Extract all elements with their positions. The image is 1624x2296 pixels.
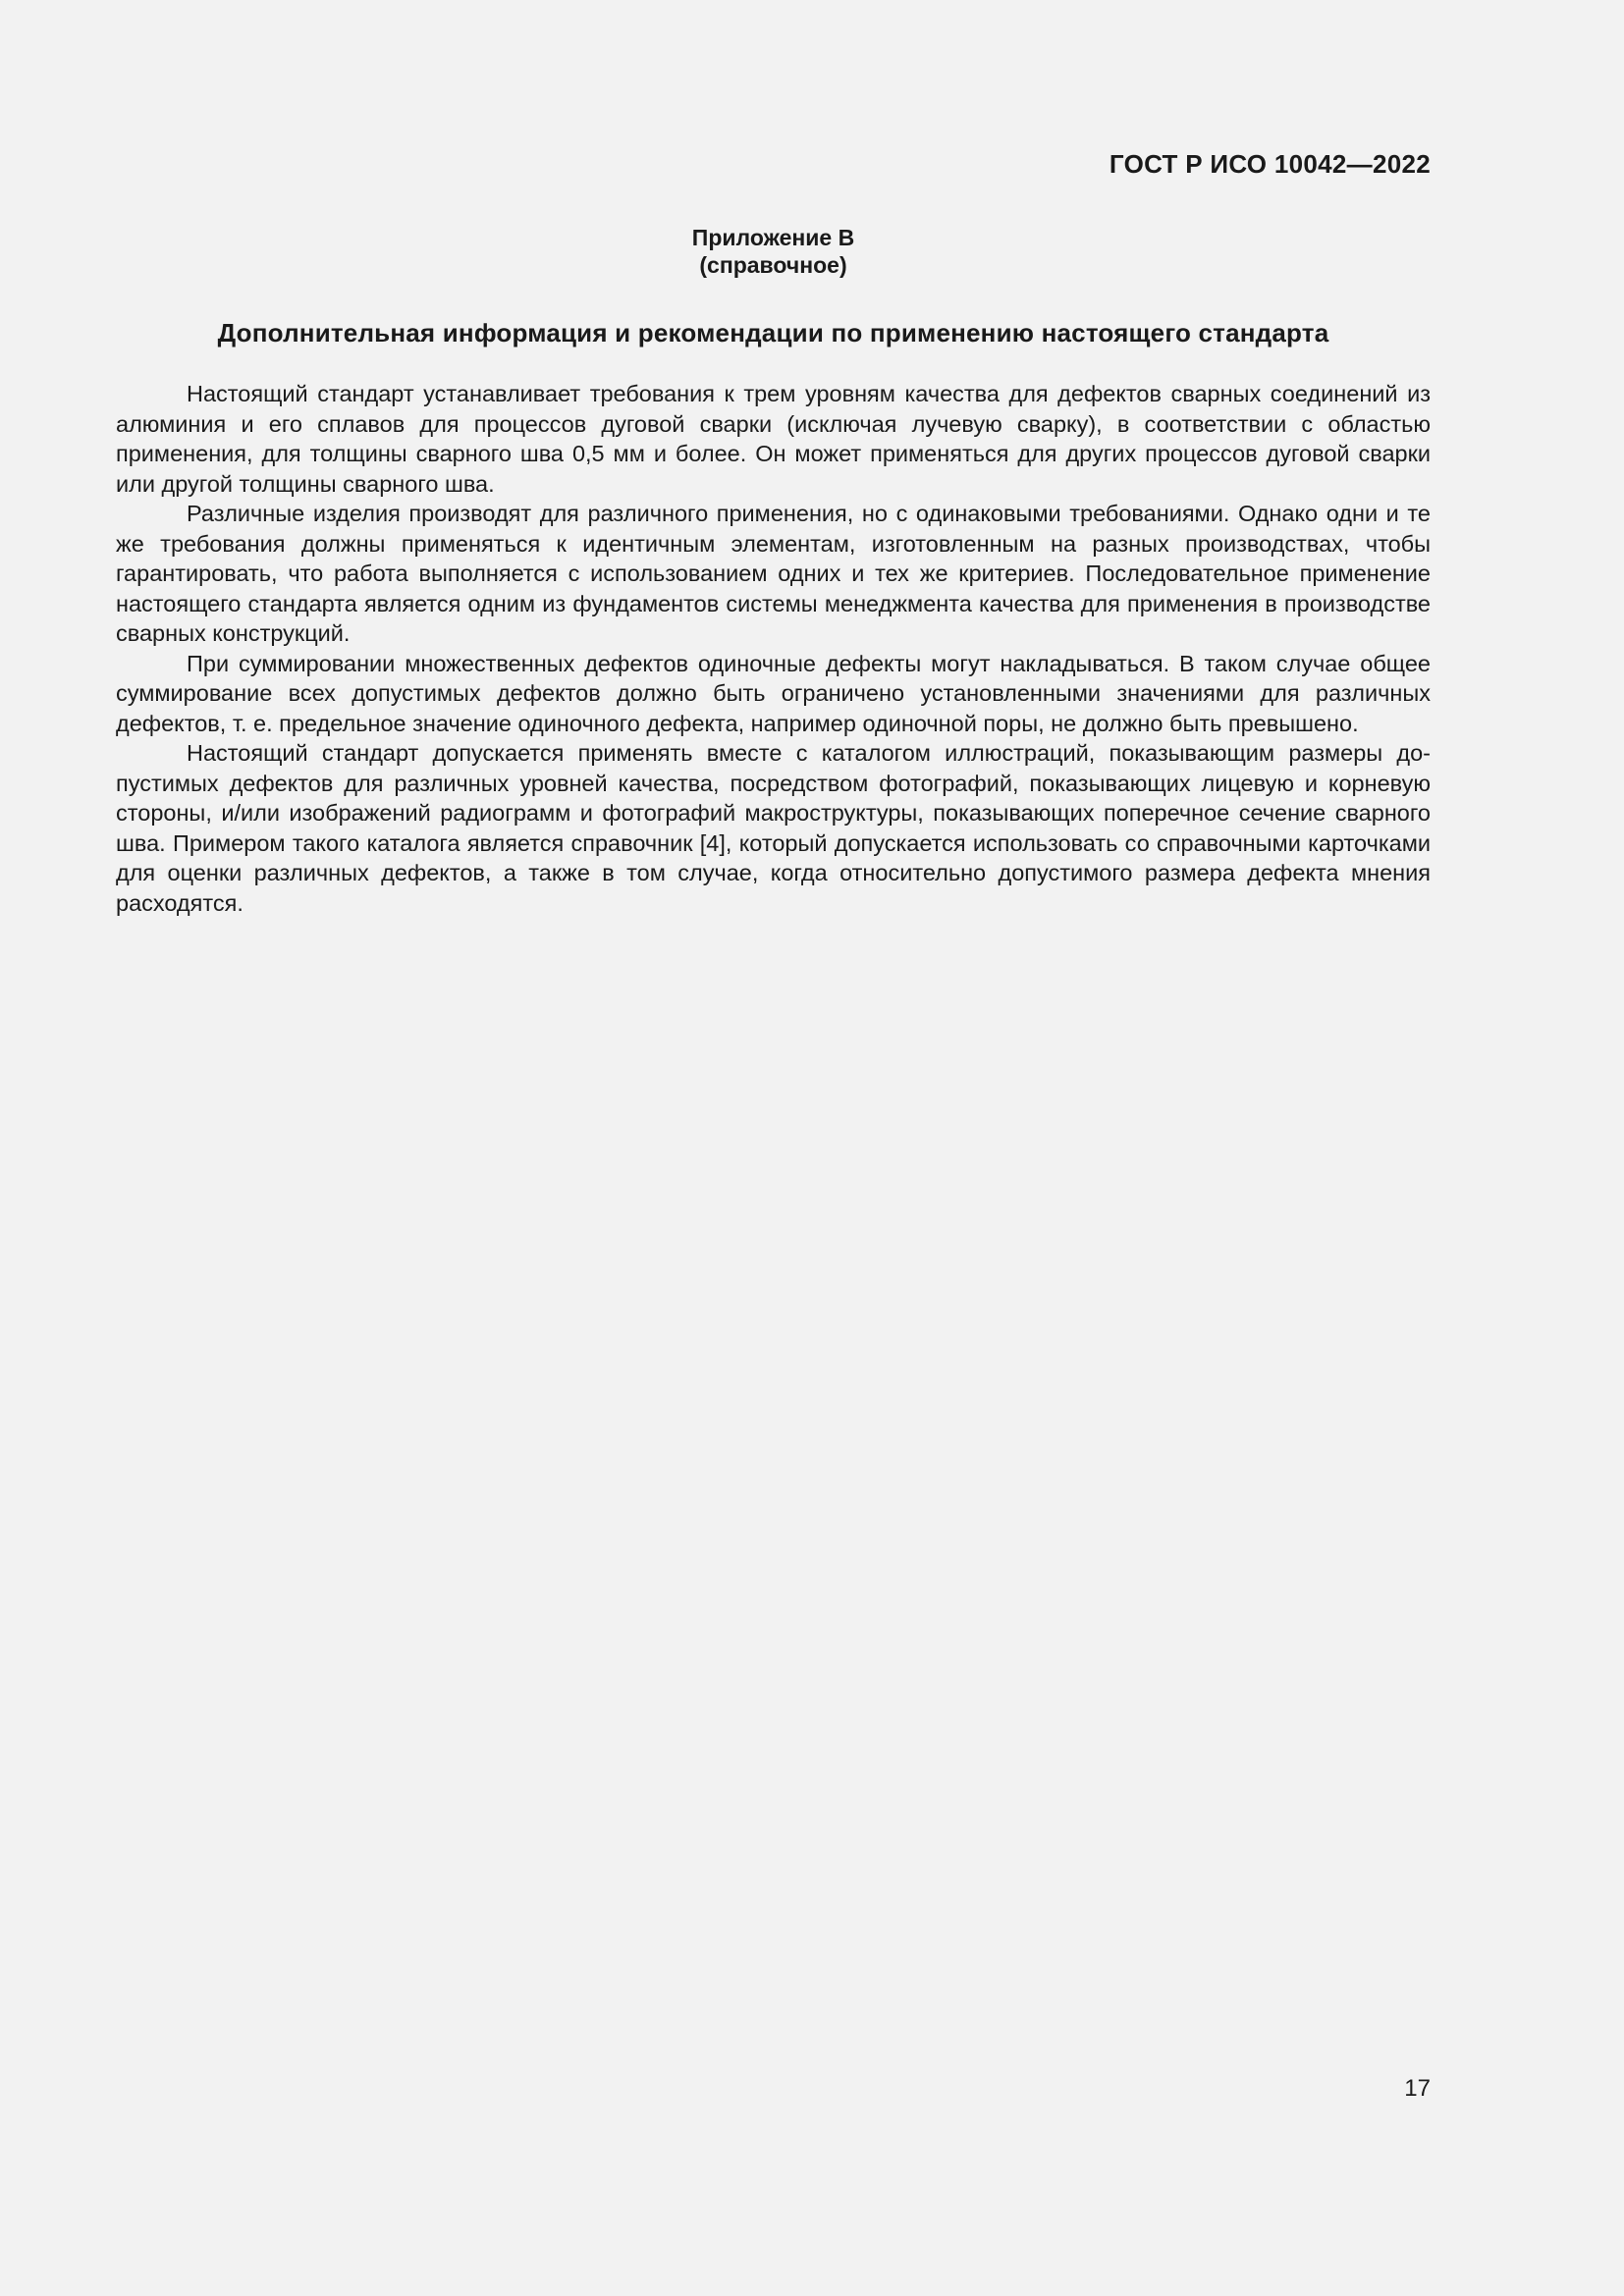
page-number: 17	[1404, 2075, 1431, 2102]
paragraph-2: Различные изделия производят для различного применения, но с одинаковыми требованиями. Однако одни и те же требования должны применяться к идентичным элементам, изготовленным на разных производствах, чтобы гарантировать, что работа выполняется с использованием одних и тех же критериев. Последовательное применение настоящего стандарта является одним из фундаментов системы менеджмента качества для применения в производстве сварных конструкций.	[116, 501, 1431, 646]
paragraph-1: Настоящий стандарт устанавливает требования к трем уровням качества для дефектов сварных соединений из алюминия и его сплавов для процессов дуговой сварки (исключая лучевую сварку), в соответствии с областью применения, для толщины сварного шва 0,5 мм и более. Он может применяться для других процессов дуговой сварки или другой толщины сварного шва.	[116, 381, 1431, 497]
paragraph-4: Настоящий стандарт допускается применять вместе с каталогом иллюстраций, показывающим размеры допустимых дефектов для различных уровней качества, посредством фотографий, показывающих лицевую и корневую стороны, и/или изображений радиограмм и фотографий макроструктуры, показывающих поперечное сечение сварного шва. Примером такого каталога является справочник [4], который допускается использовать со справочными карточками для оценки различных дефектов, а также в том случае, когда относительно допустимого размера дефекта мнения расходятся.	[116, 740, 1431, 916]
appendix-type: (справочное)	[699, 252, 847, 278]
appendix-heading	[116, 224, 1431, 279]
paragraph-3: При суммировании множественных дефектов одиночные дефекты могут накладываться. В таком случае общее суммирование всех допустимых дефектов должно быть ограничено установленными значениями для различных дефектов, т. е. предельное значение одиночного дефекта, например одиночной поры, не должно быть превышено.	[116, 650, 1431, 736]
appendix-label: Приложение В	[691, 225, 855, 250]
body-text	[116, 379, 1431, 918]
document-page	[116, 0, 1431, 2296]
document-code: ГОСТ Р ИСО 10042—2022	[1109, 149, 1431, 179]
appendix-title: Дополнительная информация и рекомендации по применению настоящего стандарта	[217, 318, 1329, 347]
